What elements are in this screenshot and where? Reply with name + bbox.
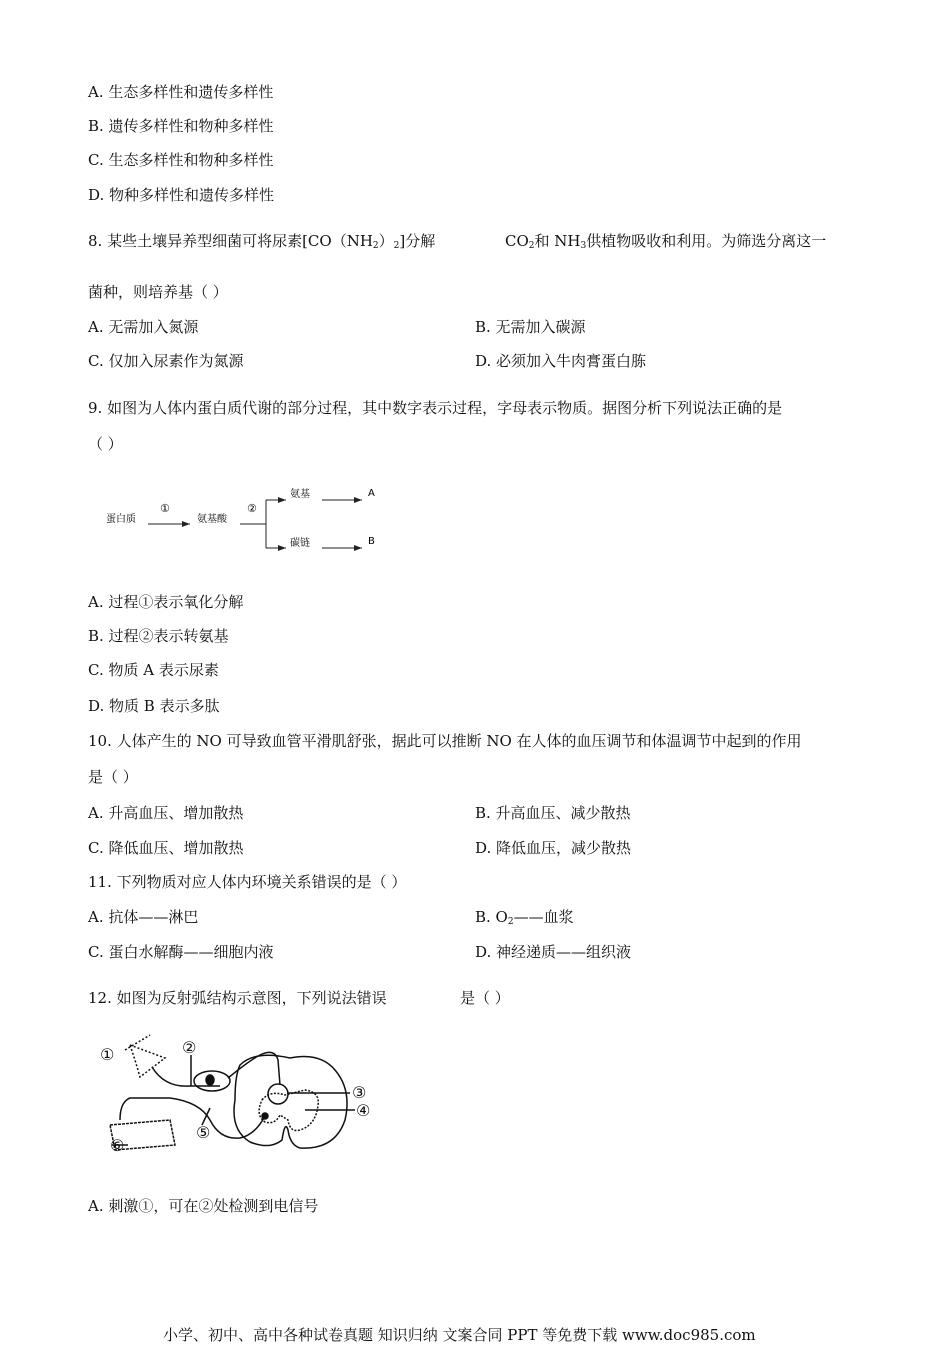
q8-text: 供植物吸收和利用。为筛选分离这一 [586, 232, 827, 250]
q11-option-a: A. 抗体——淋巴 [88, 908, 199, 926]
q11-option-c: C. 蛋白水解酶——细胞内液 [88, 943, 274, 961]
q10-option-a: A. 升高血压、增加散热 [88, 804, 244, 822]
option-text: ——血浆 [513, 908, 574, 926]
label-1: ① [100, 1045, 115, 1064]
q7-option-b: B. 遗传多样性和物种多样性 [88, 117, 274, 135]
q12-stem-cont: 是（ ） [460, 989, 510, 1007]
q8-text: ]分解 [399, 232, 436, 250]
subscript: 2 [372, 241, 379, 251]
page-footer: 小学、初中、高中各种试卷真题 知识归纳 文案合同 PPT 等免费下载 www.doc985.com [163, 1326, 756, 1344]
subscript: 2 [393, 241, 400, 251]
q8-text: ） [378, 232, 394, 250]
q8-option-b: B. 无需加入碳源 [475, 318, 586, 336]
q10-option-b: B. 升高血压、减少散热 [475, 804, 631, 822]
q7-option-c: C. 生态多样性和物种多样性 [88, 151, 274, 169]
q8-stem [88, 231, 435, 256]
label-protein: 蛋白质 [106, 514, 136, 525]
ganglion-body [206, 1075, 214, 1085]
q11-option-d: D. 神经递质——组织液 [475, 943, 632, 961]
q11-stem: 11. 下列物质对应人体内环境关系错误的是（ ） [88, 873, 407, 891]
q8-stem-line2: 菌种，则培养基（ ） [88, 283, 228, 301]
label-amino-group: 氨基 [290, 489, 310, 500]
q10-option-c: C. 降低血压、增加散热 [88, 839, 244, 857]
q9-stem-line2: （ ） [88, 435, 123, 453]
protein-metabolism-diagram [90, 470, 390, 560]
subscript: 2 [507, 917, 514, 927]
q10-option-d: D. 降低血压，减少散热 [475, 839, 632, 857]
q8-text: CO [505, 232, 529, 250]
receptor [125, 1035, 165, 1077]
q9-option-c: C. 物质 A 表示尿素 [88, 661, 219, 679]
label-2: ② [182, 1038, 197, 1057]
label-a: A [368, 488, 375, 499]
q10-stem-line2: 是（ ） [88, 768, 138, 786]
label-step1: ① [160, 502, 170, 515]
q7-option-d: D. 物种多样性和遗传多样性 [88, 186, 275, 204]
q11-option-b [475, 907, 574, 932]
q8-option-d: D. 必须加入牛肉膏蛋白胨 [475, 352, 647, 370]
subscript: 2 [528, 241, 535, 251]
q7-option-a: A. 生态多样性和遗传多样性 [88, 83, 274, 101]
q8-text: 和 NH [534, 232, 581, 250]
label-step2: ② [247, 502, 257, 515]
efferent-nerve [120, 1098, 265, 1138]
q10-stem: 10. 人体产生的 NO 可导致血管平滑肌舒张，据此可以推断 NO 在人体的血压调节和体温调节中起到的作用 [88, 732, 802, 750]
label-3: ③ [352, 1083, 367, 1102]
label-carbon-chain: 碳链 [290, 538, 310, 549]
label-6: ⑥ [110, 1136, 125, 1155]
q9-option-a: A. 过程①表示氧化分解 [88, 593, 244, 611]
reflex-arc-diagram [90, 1030, 390, 1160]
spinal-cord [234, 1055, 347, 1148]
label-5: ⑤ [196, 1123, 211, 1142]
q8-stem-cont [505, 231, 826, 256]
label-b: B [368, 536, 375, 547]
label-amino-acid: 氨基酸 [197, 514, 227, 525]
option-text: B. O [475, 908, 508, 926]
q8-option-a: A. 无需加入氮源 [88, 318, 199, 336]
q9-option-b: B. 过程②表示转氨基 [88, 627, 229, 645]
q8-text: 8. 某些土壤异养型细菌可将尿素[CO（NH [88, 232, 373, 250]
subscript: 3 [580, 241, 587, 251]
q12-option-a: A. 刺激①，可在②处检测到电信号 [88, 1197, 319, 1215]
q8-option-c: C. 仅加入尿素作为氮源 [88, 352, 244, 370]
q12-stem: 12. 如图为反射弧结构示意图，下列说法错误 [88, 989, 387, 1007]
label-4: ④ [356, 1101, 371, 1120]
q9-option-d: D. 物质 B 表示多肽 [88, 697, 220, 715]
q9-stem: 9. 如图为人体内蛋白质代谢的部分过程，其中数字表示过程，字母表示物质。据图分析下列说法正确的是 [88, 399, 783, 417]
